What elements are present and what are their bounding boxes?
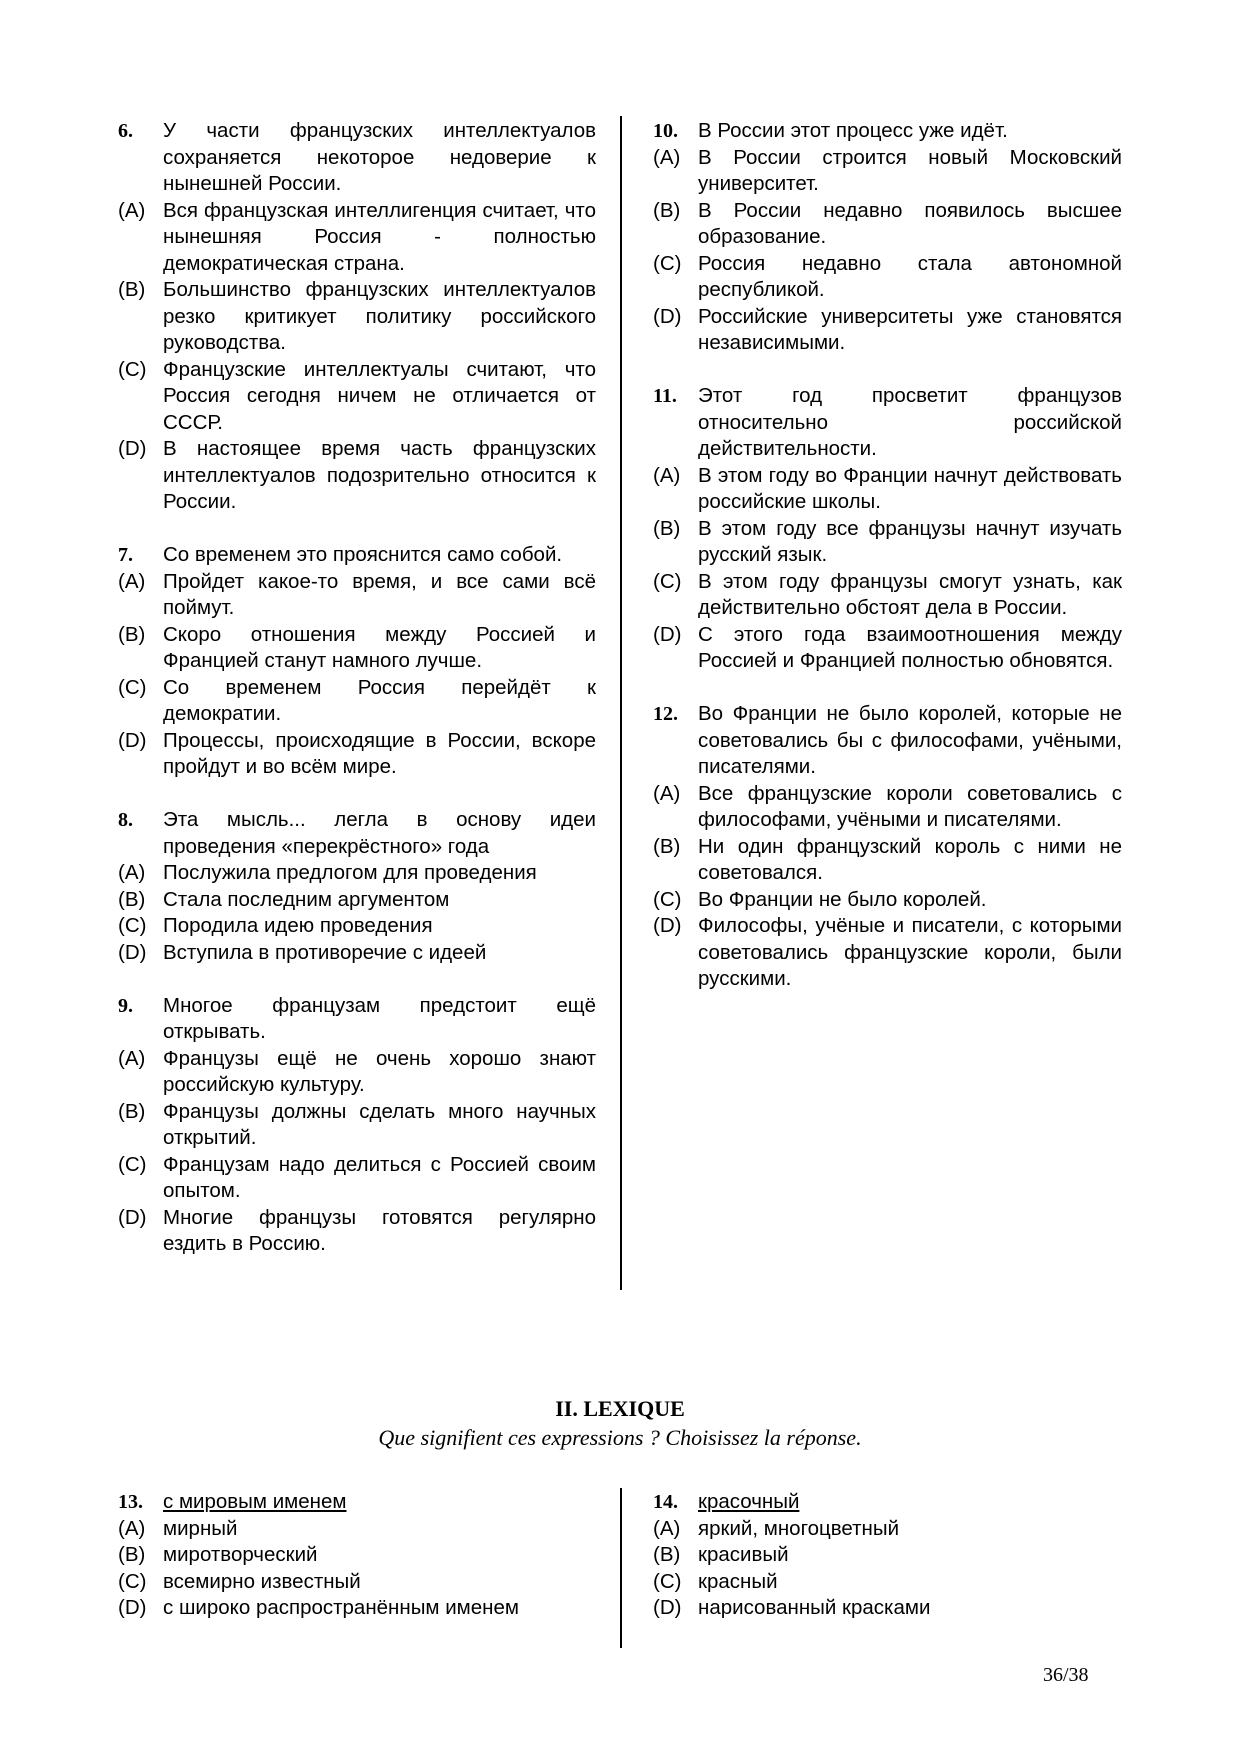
question-number: 10. [653,120,678,142]
question-stem-row [118,993,596,1046]
option-text: В этом году во Франции начнут действовать российские школы. [698,463,1122,513]
option-letter: (A) [118,1046,146,1070]
option-letter: (C) [118,914,147,937]
right-column [653,118,1122,1019]
option-text: С этого года взаимоотношения между Россией и Францией полностью обновятся. [698,622,1122,672]
option-d [118,1205,596,1258]
question-stem-row [653,1489,1122,1516]
question-stem: красочный [698,1490,800,1513]
option-text: В этом году французы смогут узнать, как действительно обстоят дела в России. [698,569,1122,619]
lexique-left-column [118,1489,596,1622]
question-14 [653,1489,1122,1622]
option-b [118,1542,596,1569]
question-number: 11. [653,385,677,407]
question-stem: Со временем это прояснится само собой. [163,543,563,566]
option-letter: (C) [653,569,682,593]
question-11 [653,383,1122,675]
option-text: Процессы, происходящие в России, вскоре пройдут и во всём мире. [163,728,596,778]
option-letter: (C) [653,251,682,275]
option-text: красивый [698,1543,789,1566]
option-letter: (D) [653,1596,682,1619]
option-text: Во Франции не было королей. [698,887,987,911]
option-b [653,516,1122,569]
option-d [118,728,596,781]
option-text: Французские интеллектуалы считают, что Россия сегодня ничем не отличается от СССР. [163,357,596,434]
question-12 [653,701,1122,993]
question-7 [118,542,596,781]
option-letter: (A) [653,145,681,169]
option-letter: (D) [653,622,682,646]
question-stem: У части французских интеллектуалов сохраняется некоторое недоверие к нынешней России. [163,119,596,195]
option-a [653,1516,1122,1543]
option-text: Большинство французских интеллектуалов резко критикует политику российского руководства. [163,278,596,354]
option-c [118,1569,596,1596]
option-c [118,357,596,437]
option-text: Все французские короли советовались с философами, учёными и писателями. [698,781,1122,831]
option-letter: (A) [653,463,681,487]
option-c [653,887,1122,914]
option-text: В этом году все французы начнут изучать русский язык. [698,516,1122,566]
question-stem: с мировым именем [163,1490,347,1513]
option-b [653,1542,1122,1569]
question-number: 14. [653,1491,678,1513]
option-d [118,436,596,516]
option-text: Стала последним аргументом [163,887,450,911]
option-text: Вступила в противоречие с идеей [163,940,487,964]
question-number: 12. [653,703,678,725]
option-text: всемирно известный [163,1569,361,1593]
option-letter: (B) [653,834,681,858]
option-c [118,675,596,728]
option-text: Ни один французский король с ними не советовался. [698,834,1122,884]
option-letter: (B) [118,887,146,911]
option-text: Вся французская интеллигенция считает, что нынешняя Россия - полностью демократическая страна. [163,198,596,275]
question-stem-row [118,118,596,198]
option-b [653,198,1122,251]
option-d [653,304,1122,357]
question-number: 6. [118,120,133,142]
option-letter: (D) [118,728,147,752]
option-d [653,913,1122,993]
option-letter: (D) [653,304,682,328]
option-letter: (C) [653,1569,682,1593]
option-d [118,940,596,967]
option-letter: (B) [653,1543,681,1566]
option-a [118,198,596,278]
option-letter: (B) [118,1099,146,1123]
option-text: Философы, учёные и писатели, с которыми советовались французские короли, были русскими. [698,914,1122,990]
option-letter: (A) [118,1516,146,1540]
option-d [653,622,1122,675]
option-c [653,1569,1122,1596]
left-column [118,118,596,1284]
question-stem-row [118,807,596,860]
question-stem-row [653,383,1122,463]
question-stem: Эта мысль... легла в основу идеи проведения «перекрёстного» года [163,808,596,858]
option-b [653,834,1122,887]
option-text: Россия недавно стала автономной республикой. [698,251,1122,301]
question-8 [118,807,596,966]
option-letter: (D) [118,1596,147,1619]
column-divider [620,116,622,1290]
option-text: миротворческий [163,1543,318,1566]
option-text: с широко распространённым именем [163,1596,519,1619]
option-letter: (C) [118,357,147,381]
option-text: Пройдет какое-то время, и все сами всё поймут. [163,569,596,619]
option-letter: (A) [118,198,146,222]
section-subtitle: Que signifient ces expressions ? Choisissez la réponse. [378,1425,862,1450]
option-text: Многие французы готовятся регулярно ездить в Россию. [163,1205,596,1255]
option-letter: (D) [118,940,147,964]
option-text: В России недавно появилось высшее образование. [698,198,1122,248]
option-text: Скоро отношения между Россией и Францией станут намного лучше. [163,622,596,672]
option-text: мирный [163,1516,238,1540]
option-c [118,913,596,940]
option-letter: (D) [653,914,682,937]
option-text: Послужила предлогом для проведения [163,861,537,884]
option-letter: (D) [118,437,147,460]
question-stem-row [118,542,596,569]
question-number: 13. [118,1491,143,1513]
option-text: Французы должны сделать много научных открытий. [163,1099,596,1149]
option-a [118,860,596,887]
question-stem: Многое французам предстоит ещё открывать. [163,993,596,1043]
question-10 [653,118,1122,357]
option-letter: (A) [118,861,146,884]
question-stem: Во Франции не было королей, которые не советовались бы с философами, учёными, писателями. [698,702,1122,778]
question-9 [118,993,596,1258]
option-text: нарисованный красками [698,1596,931,1619]
page-number: 36/38 [1043,1664,1089,1686]
option-d [653,1595,1122,1622]
option-a [118,1046,596,1099]
option-text: Французам надо делиться с Россией своим опытом. [163,1152,596,1202]
question-stem-row [118,1489,596,1516]
question-number: 7. [118,544,133,566]
option-letter: (B) [653,198,681,222]
section-title: II. LEXIQUE [555,1396,685,1421]
option-letter: (C) [118,675,147,699]
option-a [118,569,596,622]
question-13 [118,1489,596,1622]
question-stem-row [653,118,1122,145]
option-b [118,277,596,357]
option-b [118,622,596,675]
question-stem-row [653,701,1122,781]
option-a [118,1516,596,1543]
option-letter: (C) [653,887,682,911]
option-letter: (B) [653,516,681,540]
question-stem: В России этот процесс уже идёт. [698,119,1008,142]
question-6 [118,118,596,516]
option-text: Французы ещё не очень хорошо знают российскую культуру. [163,1046,596,1096]
option-letter: (A) [653,781,681,805]
option-c [653,569,1122,622]
option-text: Породила идею проведения [163,914,433,937]
option-text: В настоящее время часть французских интеллектуалов подозрительно относится к России. [163,437,596,513]
option-text: Российские университеты уже становятся независимыми. [698,304,1122,354]
option-letter: (C) [118,1569,147,1593]
option-a [653,463,1122,516]
option-text: В России строится новый Московский университет. [698,145,1122,195]
option-letter: (B) [118,278,146,301]
question-number: 8. [118,809,133,831]
option-c [118,1152,596,1205]
option-letter: (A) [653,1516,681,1540]
option-letter: (A) [118,569,146,593]
column-divider [620,1488,622,1648]
option-letter: (B) [118,622,146,646]
lexique-right-column [653,1489,1122,1622]
question-number: 9. [118,994,133,1017]
option-text: красный [698,1569,778,1593]
option-c [653,251,1122,304]
option-text: яркий, многоцветный [698,1516,900,1540]
question-stem: Этот год просветит французов относительно российской действительности. [698,384,1122,460]
option-b [118,1099,596,1152]
option-text: Со временем Россия перейдёт к демократии. [163,675,596,725]
option-letter: (C) [118,1152,147,1176]
option-a [653,145,1122,198]
option-a [653,781,1122,834]
option-d [118,1595,596,1622]
option-b [118,887,596,914]
option-letter: (D) [118,1205,147,1229]
option-letter: (B) [118,1543,146,1566]
